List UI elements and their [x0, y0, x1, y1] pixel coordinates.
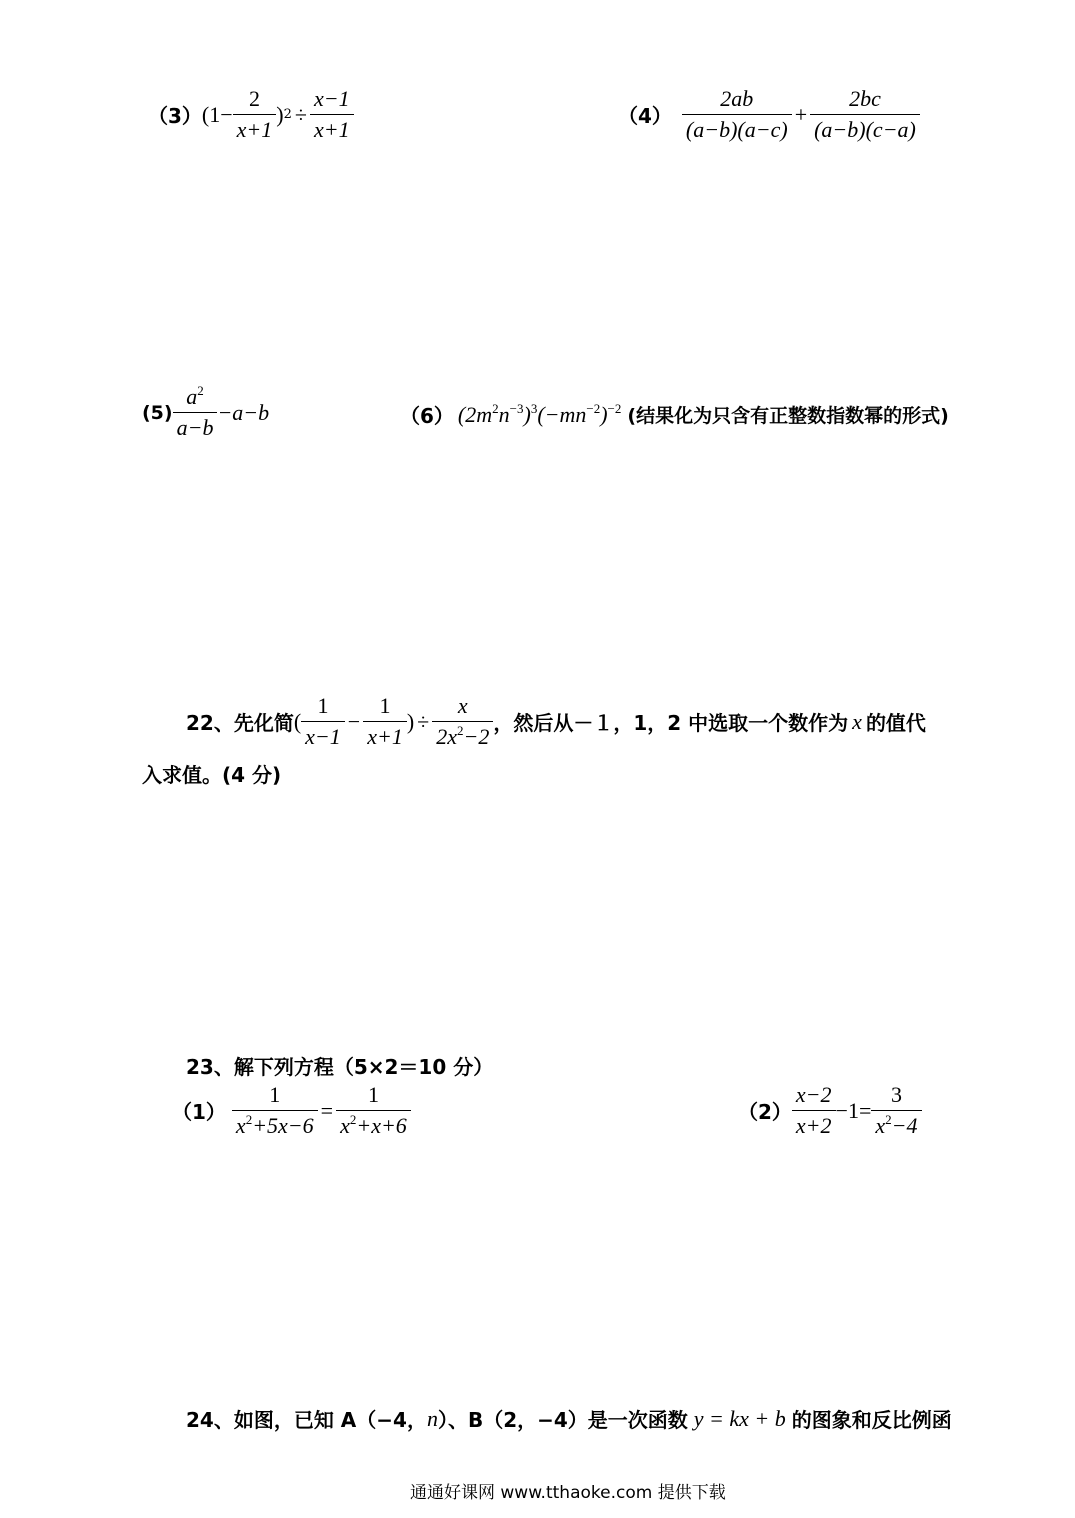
problem-3-fraction-2: $\frac{x-1}{x+1}$ — [310, 86, 354, 143]
problem-4-fraction-2: $\frac{2bc}{(a-b)(c-a)}$ — [810, 86, 920, 143]
equation-1: （1） $\frac{1}{x^2+5x-6}$ = $\frac{1}{x^2+x+6}$ — [172, 1082, 411, 1139]
equation-2-right-fraction: $\frac{3}{x^2-4}$ — [871, 1082, 921, 1139]
equation-1-left-fraction: $\frac{1}{x^2+5x-6}$ — [232, 1082, 318, 1139]
equation-1-right-fraction: $\frac{1}{x^2+x+6}$ — [336, 1082, 411, 1139]
question-23-title: 23、解下列方程（5×2＝10 分） — [186, 1055, 494, 1079]
problem-3-term: (1− — [201, 101, 233, 127]
question-22-text: ，然后从－１，1，2 中选取一个数作为 — [493, 711, 849, 735]
problem-5: (5) $\frac{a^2}{a-b}$ −a−b — [142, 383, 270, 440]
question-24: 24、如图，已知 A（−4， n ）、B（2，−4）是一次函数 y = kx + b 的图象和反比例函 — [186, 1405, 952, 1432]
equation-2-label: （2） — [738, 1100, 792, 1124]
problem-4-fraction-1: $\frac{2ab}{(a-b)(a-c)}$ — [682, 86, 792, 143]
page-footer: 通通好课网 www.tthaoke.com 提供下载 — [410, 1483, 726, 1503]
question-24-n: n — [426, 1405, 438, 1431]
question-22-fraction-3: $\frac{x}{2x^2-2}$ — [432, 693, 493, 750]
question-22: 22、先化简 ( $\frac{1}{x-1}$ − $\frac{1}{x+1}$ ) ÷ $\frac{x}{2x^2-2}$ ，然后从－１，1，2 中选取一个数作为 x 的值代 — [186, 693, 926, 749]
problem-5-fraction: $\frac{a^2}{a-b}$ — [173, 384, 218, 441]
question-24-equation: y = kx + b — [693, 1405, 786, 1431]
question-22-variable: x — [852, 708, 862, 734]
problem-6-note: (结果化为只含有正整数指数幂的形式) — [627, 405, 949, 427]
question-22-fraction-1: $\frac{1}{x-1}$ — [301, 693, 345, 750]
problem-5-label: (5) — [142, 401, 173, 424]
equation-1-label: （1） — [172, 1100, 226, 1124]
question-22-intro: 22、先化简 — [186, 711, 294, 735]
problem-6-label: （6） — [400, 404, 454, 428]
problem-3: （3） (1− $\frac{2}{x+1}$ ) 2 ÷ $\frac{x-1}{x+1}$ — [148, 86, 354, 143]
problem-6 — [400, 400, 949, 429]
problem-4-label: （4） — [618, 104, 672, 128]
problem-4: （4） $\frac{2ab}{(a-b)(a-c)}$ + $\frac{2bc}{(a-b)(c-a)}$ — [618, 86, 920, 143]
problem-3-fraction-1: $\frac{2}{x+1}$ — [233, 86, 277, 143]
question-22-line-2: 入求值。(4 分) — [142, 763, 282, 787]
equation-2-left-fraction: $\frac{x-2}{x+2}$ — [792, 1082, 836, 1139]
equation-2: （2） $\frac{x-2}{x+2}$ −1= $\frac{3}{x^2-4}$ — [738, 1082, 922, 1139]
question-22-fraction-2: $\frac{1}{x+1}$ — [363, 693, 407, 750]
problem-3-label: （3） — [148, 104, 202, 128]
problem-6-expression: $(2m^2n^{-3})^3(-mn^{-2})^{-2}$ — [457, 400, 622, 427]
